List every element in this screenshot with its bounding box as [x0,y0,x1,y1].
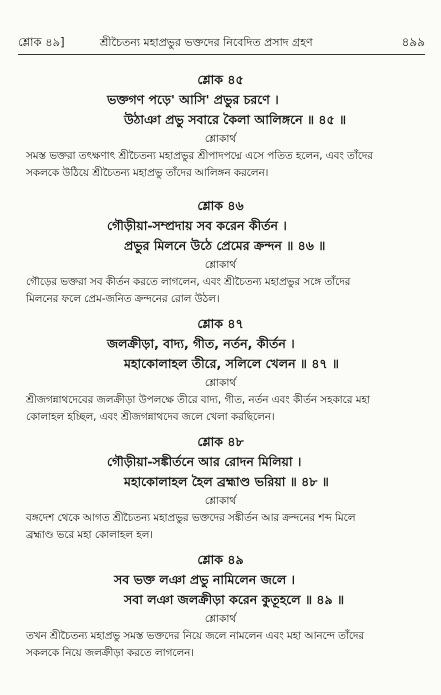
translation-text [26,274,430,308]
translation-text [26,510,430,544]
translation-text [26,148,430,182]
translation-line: গৌড়ের ভক্তরা সব কীর্তন করতে লাগলেন, এবং শ্রীচৈতন্য মহাপ্রভুর সঙ্গে তাঁদের [26,276,351,288]
translation-line: সকলকে নিয়ে জলক্রীড়া করতে লাগলেন। [26,647,194,659]
header-verse-ref: শ্লোক ৪৯] [18,35,65,49]
translation-line: কোলাহল হচ্ছিল, এবং শ্রীজগন্নাথদেব জলে খেলা করছিলেন। [26,411,275,423]
translation-label: শ্লোকার্থ [204,495,237,507]
verse-block-45 [0,72,441,182]
header-page-number: ৪৯৯ [401,35,425,49]
translation-label: শ্লোকার্থ [204,377,237,389]
header-chapter-title: শ্রীচৈতন্য মহাপ্রভুর ভক্তদের নিবেদিত প্রসাদ গ্রহণ [100,36,313,49]
translation-line: তখন শ্রীচৈতন্য মহাপ্রভু সমস্ত ভক্তদের নিয়ে জলে নামলেন এবং মহা আনন্দে তাঁদের [26,630,365,642]
verse-line: সবা লঞা জলক্রীড়া করেন কুতূহলে ॥ ৪৯ ॥ [124,592,345,607]
verse-line: গৌড়ীয়া-সম্প্রদায় সব করেন কীর্তন । [107,218,287,233]
verse-line: মহাকোলাহল তীরে, সলিলে খেলন ॥ ৪৭ ॥ [124,356,339,371]
verse-line: প্রভুর মিলনে উঠে প্রেমের ক্রন্দন ॥ ৪৬ ॥ [124,238,326,253]
verse-heading: শ্লোক ৪৮ [197,434,244,449]
verse-block-46 [0,198,441,308]
translation-line: বঙ্গদেশ থেকে আগত শ্রীচৈতন্য মহাপ্রভুর ভক্তদের সঙ্কীর্তন আর ক্রন্দনের শব্দ মিলে [26,512,356,524]
verse-line: মহাকোলাহল হৈল ব্রহ্মাণ্ড ভরিয়া ॥ ৪৮ ॥ [124,474,329,489]
translation-line: ব্রহ্মাণ্ড ভরে মহা কোলাহল হল। [26,529,153,541]
translation-label: শ্লোকার্থ [204,259,237,271]
verse-line: উঠাঞা প্রভু সবারে কৈলা আলিঙ্গনে ॥ ৪৫ ॥ [124,112,347,127]
translation-line: মিলনের ফলে প্রেম-জনিত ক্রন্দনের রোল উঠল। [26,293,220,305]
header-rule [18,54,425,55]
translation-line: শ্রীজগন্নাথদেবের জলক্রীড়া উপলক্ষে তীরে বাদ্য, গীত, নর্তন এবং কীর্তন সহকারে মহা [26,394,370,406]
translation-line: সমস্ত ভক্তরা তৎক্ষণাৎ শ্রীচৈতন্য মহাপ্রভুর শ্রীপাদপদ্মে এসে পতিত হলেন, এবং তাঁদের [26,150,373,162]
verse-heading: শ্লোক ৪৭ [197,316,244,331]
translation-line: সকলকে উঠিয়ে শ্রীচৈতন্য মহাপ্রভু তাঁদের আলিঙ্গন করলেন। [26,167,269,179]
verse-line: সব ভক্ত লঞা প্রভু নামিলেন জলে । [114,572,295,587]
verse-line: জলক্রীড়া, বাদ্য, গীত, নর্তন, কীর্তন । [107,336,295,351]
verse-line: ভক্তগণ পড়ে' আসি' প্রভুর চরণে । [107,92,279,107]
verse-block-47 [0,316,441,426]
translation-text [26,628,430,662]
translation-label: শ্লোকার্থ [204,133,237,145]
running-header [14,34,427,54]
verse-block-48 [0,434,441,544]
verse-heading: শ্লোক ৪৬ [197,198,244,213]
verse-line: গৌড়ীয়া-সঙ্কীর্তনে আর রোদন মিলিয়া । [107,454,302,469]
verse-heading: শ্লোক ৪৫ [197,72,244,87]
verse-block-49 [0,552,441,662]
translation-text [26,392,430,426]
verse-heading: শ্লোক ৪৯ [197,552,244,567]
translation-label: শ্লোকার্থ [204,613,237,625]
